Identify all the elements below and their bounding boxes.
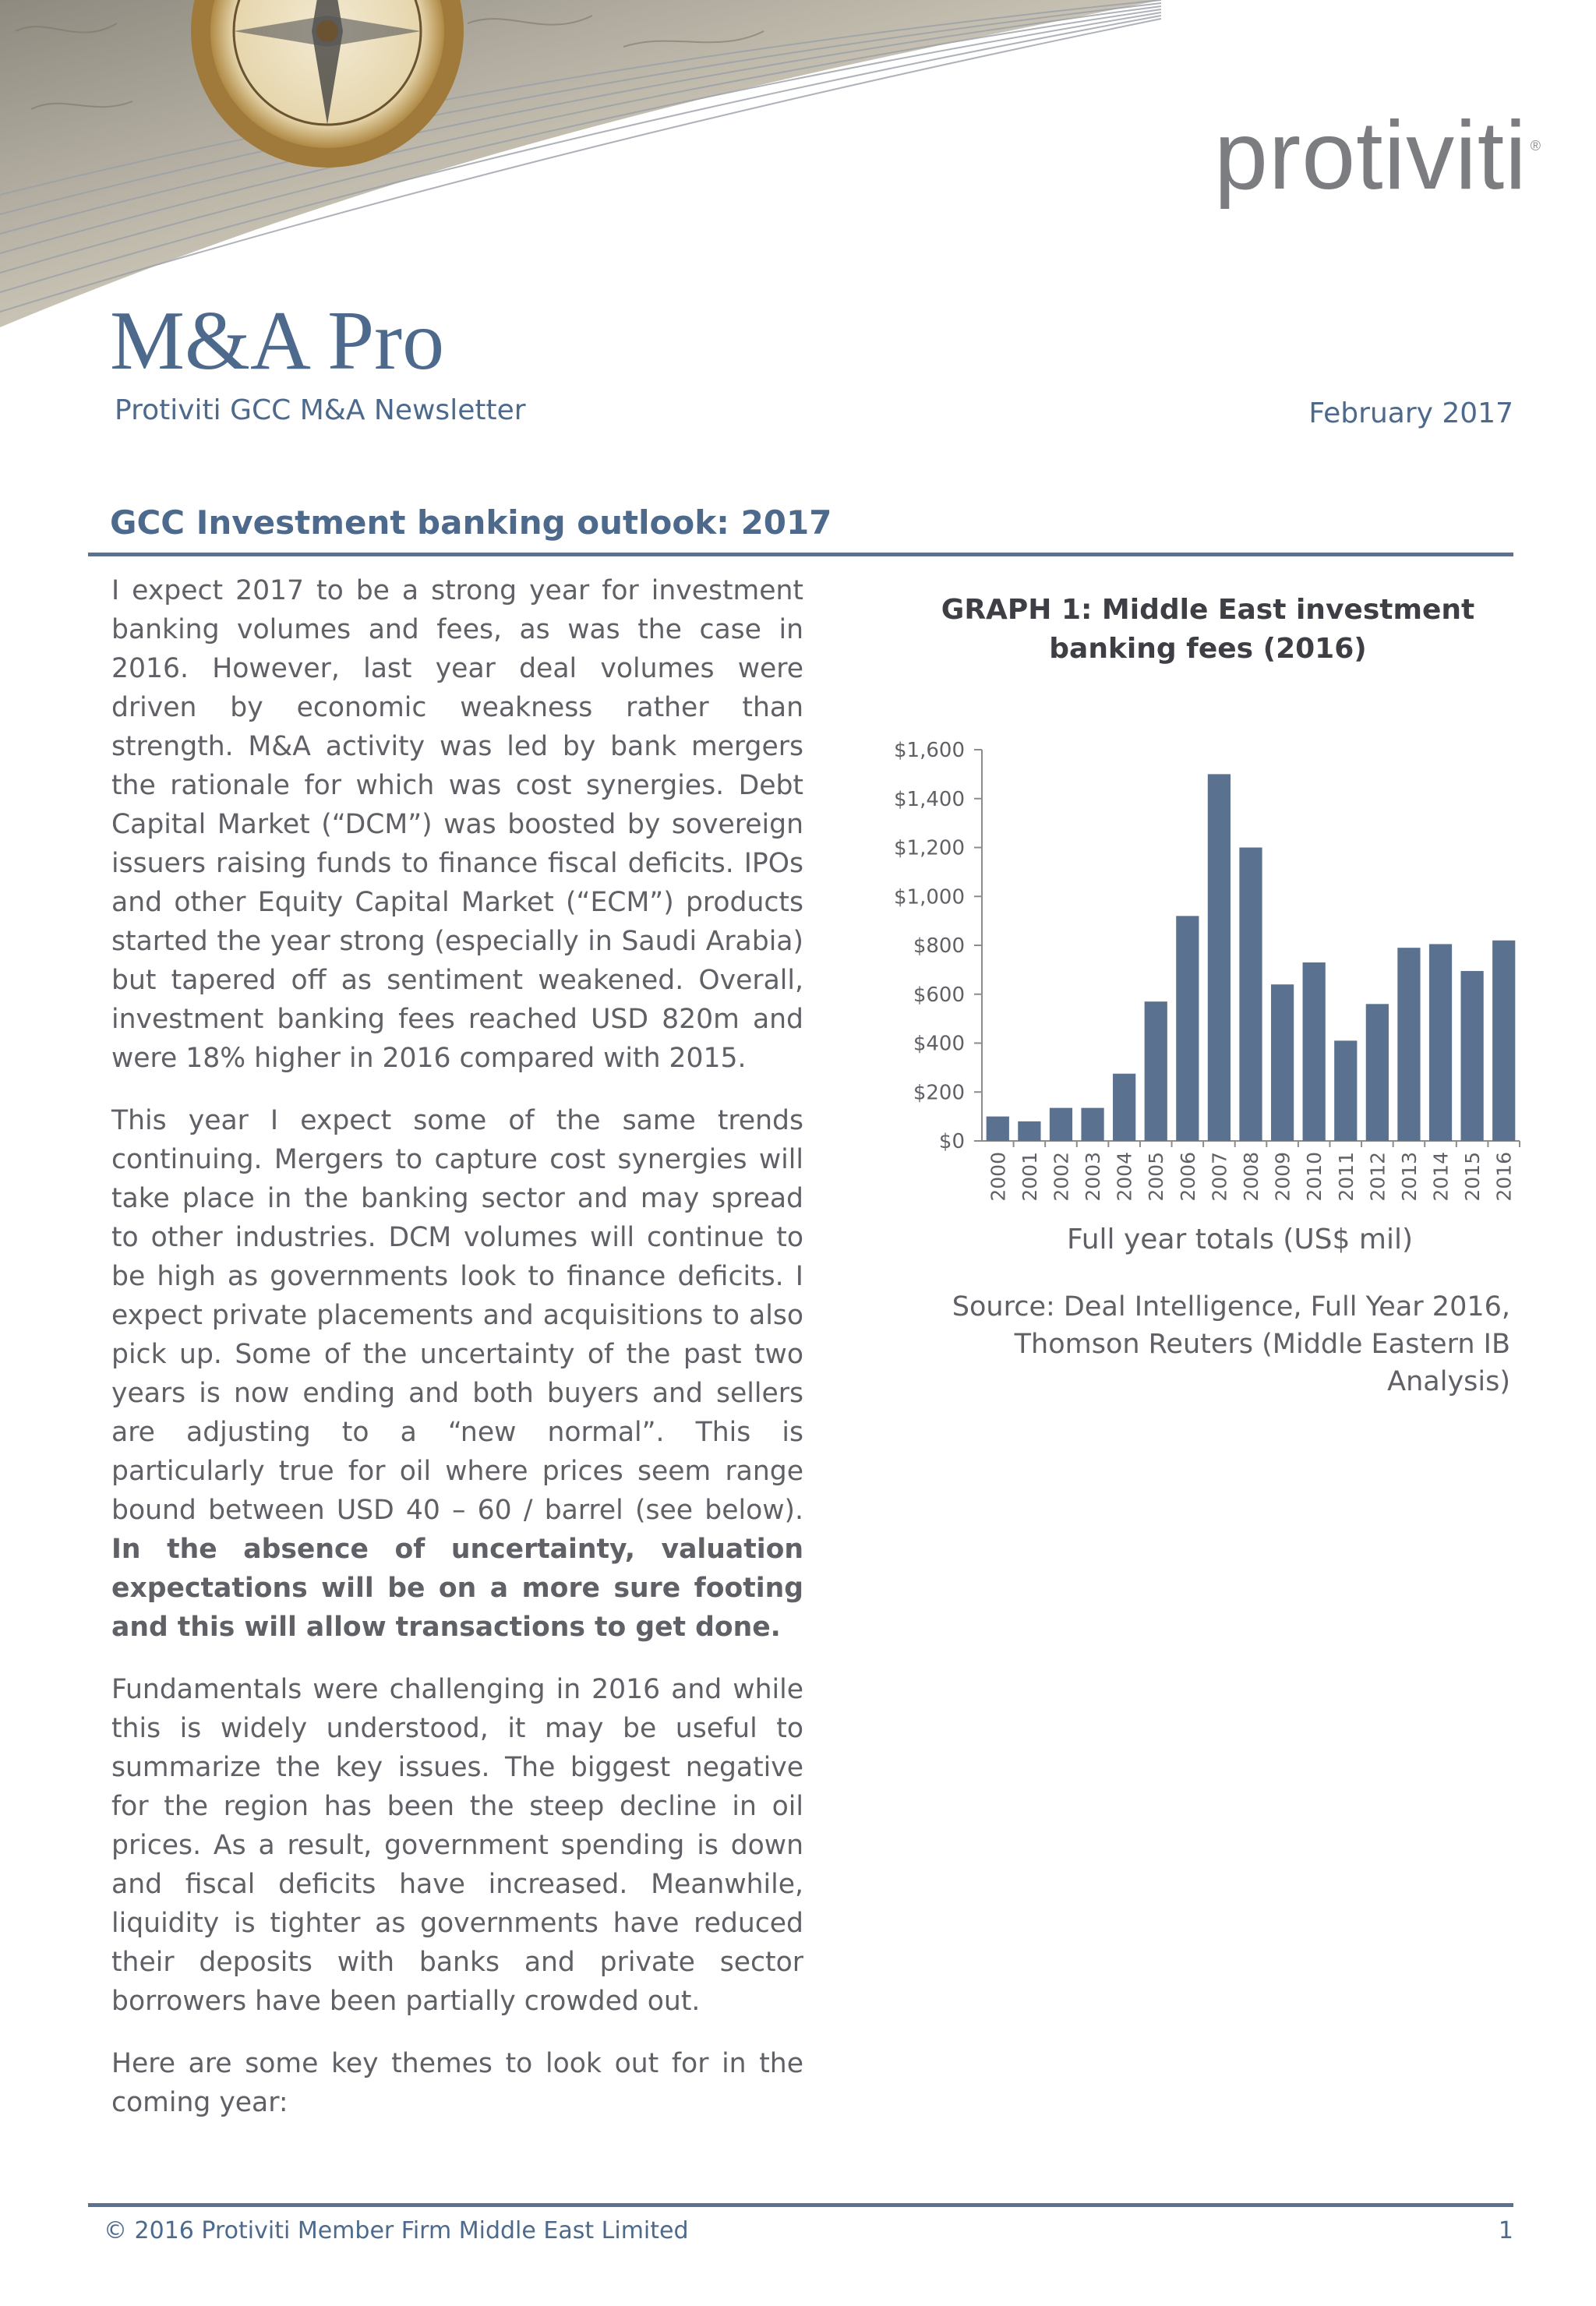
y-tick-label: $800 [913,934,965,958]
bar-2001 [1018,1121,1040,1141]
x-tick-label-2006: 2006 [1176,1152,1199,1202]
x-tick-label-2002: 2002 [1050,1152,1073,1202]
bar-2007 [1208,774,1231,1141]
bar-2010 [1303,962,1326,1141]
bar-2000 [987,1117,1009,1141]
x-tick-label-2001: 2001 [1018,1152,1041,1202]
section-title: GCC Investment banking outlook: 2017 [110,503,832,542]
bar-2015 [1461,971,1484,1141]
chart-x-axis-label: Full year totals (US$ mil) [1067,1224,1413,1255]
bar-2006 [1176,916,1199,1141]
bar-2014 [1429,944,1452,1141]
bar-2004 [1113,1074,1135,1141]
bar-2013 [1397,948,1420,1141]
x-tick-label-2014: 2014 [1429,1152,1453,1202]
newsletter-subtitle: Protiviti GCC M&A Newsletter [115,394,526,426]
y-tick-label: $1,600 [894,739,965,762]
chart-title: GRAPH 1: Middle East investment banking fees (2016) [941,594,1475,665]
article-paragraph-4: Here are some key themes to look out for in the coming year: [111,2048,803,2118]
bar-2003 [1081,1108,1103,1141]
x-tick-label-2007: 2007 [1208,1152,1231,1202]
y-tick-label: $0 [938,1130,965,1153]
x-tick-label-2008: 2008 [1240,1152,1262,1202]
bar-2008 [1239,848,1262,1142]
bar-2011 [1334,1040,1357,1141]
x-tick-label-2013: 2013 [1397,1152,1421,1202]
y-tick-label: $400 [913,1032,965,1056]
bar-2002 [1050,1108,1072,1141]
x-tick-label-2012: 2012 [1366,1152,1389,1202]
y-tick-label: $200 [913,1081,965,1105]
y-tick-label: $1,200 [894,836,965,860]
page-number: 1 [1498,2217,1513,2244]
x-tick-label-2015: 2015 [1461,1152,1485,1202]
x-tick-label-2003: 2003 [1082,1152,1105,1202]
bar-2009 [1271,984,1294,1141]
bar-2012 [1366,1004,1389,1141]
x-tick-label-2000: 2000 [987,1152,1010,1202]
protiviti-logo: protiviti ® [1213,102,1541,210]
x-tick-label-2005: 2005 [1145,1152,1168,1202]
article-body [111,571,803,2145]
ib-fees-bar-chart [849,733,1535,1231]
footer-copyright: © 2016 Protiviti Member Firm Middle East Limited [104,2217,689,2244]
section-divider [88,553,1513,556]
x-tick-label-2010: 2010 [1303,1152,1326,1202]
article-paragraph-2 [111,1101,803,1647]
y-tick-label: $600 [913,983,965,1007]
issue-date: February 2017 [1308,397,1513,429]
bar-2016 [1492,941,1515,1141]
article-paragraph-1: I expect 2017 to be a strong year for investment banking volumes and fees, as was the case in 2016. However, last year deal volumes were driven by economic weakness rather than strength. M&A activity was led by bank mergers the rationale for which was cost synergies. Debt Capital Market (“DCM”) was boosted by sovereign issuers raising funds to finance fiscal deficits. IPOs and other Equity Capital Market (“ECM”) products started the year strong (especially in Saudi Arabia) but tapered off as sentiment weakened. Overall, investment banking fees reached USD 820m and were 18% higher in 2016 compared with 2015. [111,575,803,1074]
chart-source-note: Source: Deal Intelligence, Full Year 2016, Thomson Reuters (Middle Eastern IB Analysis) [952,1291,1510,1397]
newsletter-title: M&A Pro [110,295,445,387]
x-tick-label-2009: 2009 [1271,1152,1294,1202]
footer-divider [88,2203,1513,2207]
x-tick-label-2016: 2016 [1492,1152,1516,1202]
registered-mark: ® [1530,138,1541,154]
article-paragraph-2-emphasis: In the absence of uncertainty, valuation expectations will be on a more sure footing and this will allow transactions to get done. [111,1534,803,1643]
bar-2005 [1145,1001,1167,1141]
article-paragraph-2-text: This year I expect some of the same trends continuing. Mergers to capture cost synergies will take place in the banking sector and may spread to other industries. DCM volumes will continue to be high as governments look to finance deficits. I expect private placements and acquisitions to also pick up. Some of the uncertainty of the past two years is now ending and both buyers and sellers are adjusting to a “new normal”. This is particularly true for oil where prices seem range bound between USD 40 – 60 / barrel (see below). [111,1105,803,1526]
y-tick-label: $1,400 [894,787,965,811]
x-tick-label-2004: 2004 [1113,1152,1136,1202]
x-tick-label-2011: 2011 [1334,1152,1358,1202]
article-paragraph-3: Fundamentals were challenging in 2016 and while this is widely understood, it may be useful to summarize the key issues. The biggest negative for the region has been the steep decline in oil prices. As a result, government spending is down and fiscal deficits have increased. Meanwhile, liquidity is tighter as governments have reduced their deposits with banks and private sector borrowers have been partially crowded out. [111,1674,803,2017]
y-tick-label: $1,000 [894,885,965,909]
